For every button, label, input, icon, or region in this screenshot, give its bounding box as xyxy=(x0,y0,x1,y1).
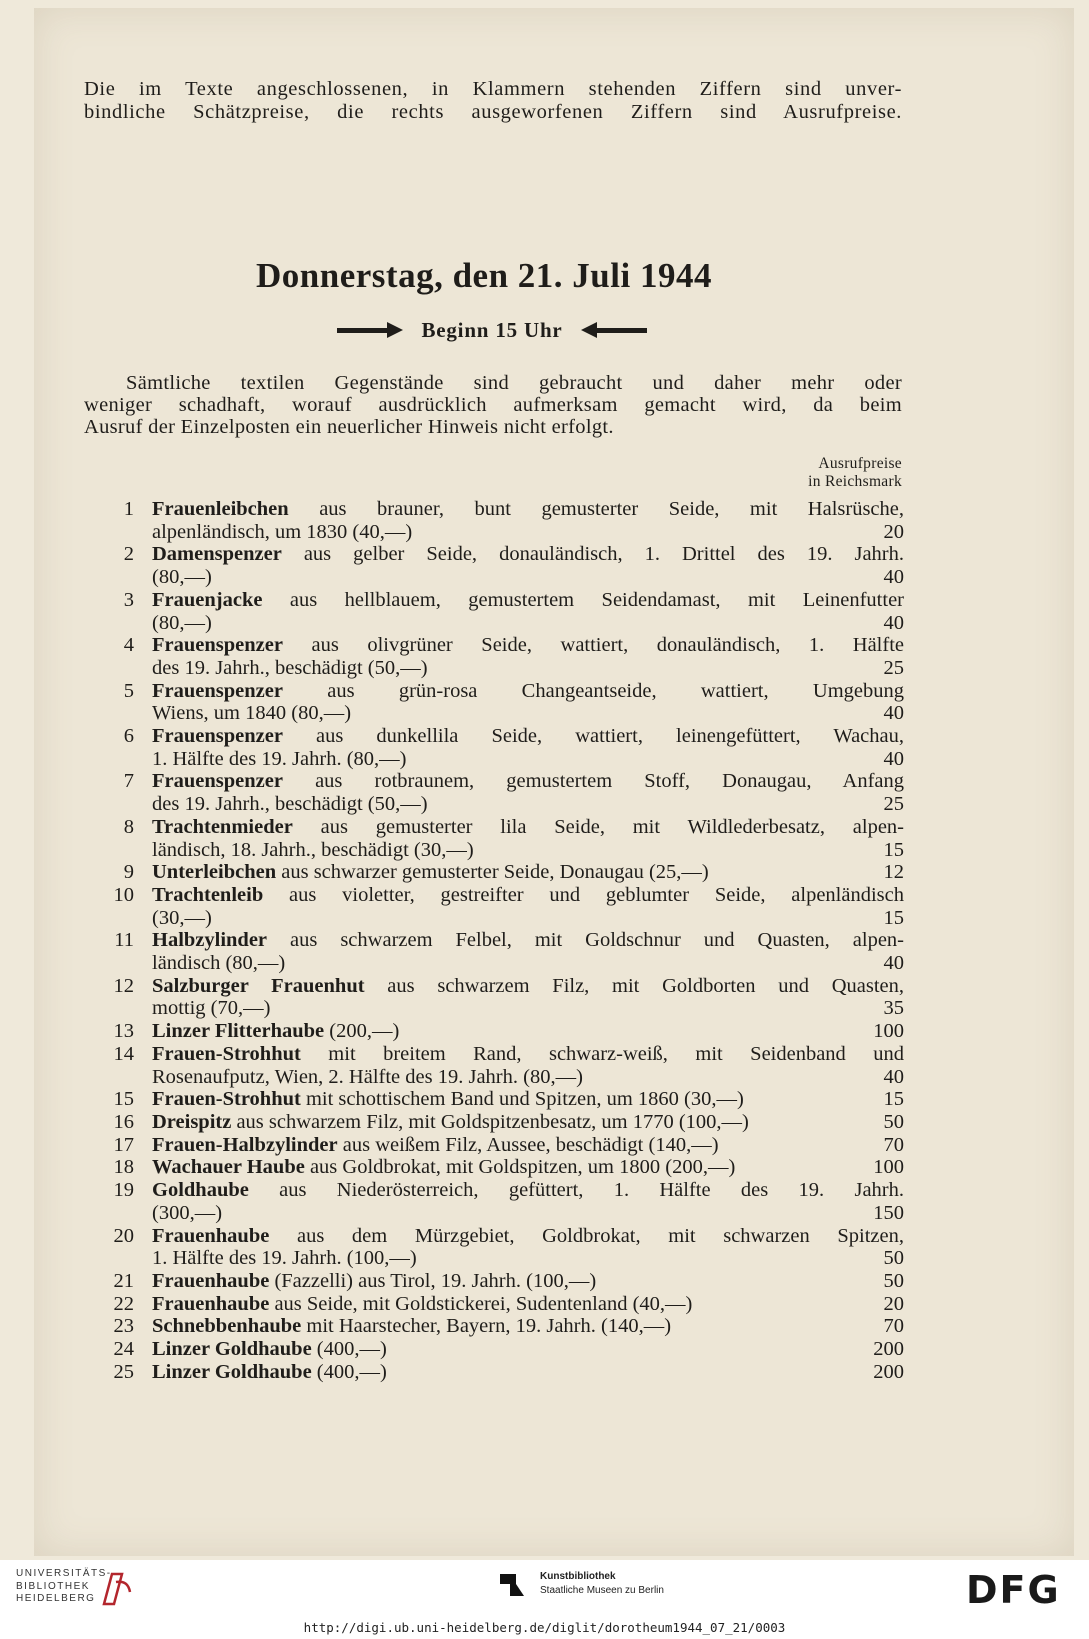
lot-number: 12 xyxy=(113,974,134,997)
lot-details: aus Niederösterreich, gefüttert, 1. Hälfte des 19. Jahrh. xyxy=(279,1179,905,1202)
lot-description xyxy=(152,1361,904,1384)
university-logo-icon xyxy=(98,1570,134,1610)
lot-number: 16 xyxy=(113,1110,134,1133)
lot-description xyxy=(152,498,904,543)
lot-description xyxy=(152,1134,904,1157)
lot-name: Linzer Flitterhaube xyxy=(152,1020,325,1043)
lot-entry xyxy=(94,770,904,815)
lot-description xyxy=(152,816,904,861)
lot-price: 25 xyxy=(883,793,904,816)
lot-details: aus dem Mürzgebiet, Goldbrokat, mit schwarzen Spitzen, xyxy=(296,1224,904,1247)
lot-details-cont: (300,—) xyxy=(152,1201,223,1224)
lot-entry xyxy=(94,1043,904,1088)
uni-line: HEIDELBERG xyxy=(16,1593,96,1604)
lot-description xyxy=(152,1179,904,1224)
kb-name: Kunstbibliothek xyxy=(540,1571,616,1582)
lot-entry xyxy=(94,725,904,770)
lot-price: 35 xyxy=(883,997,904,1020)
lot-number: 15 xyxy=(113,1088,134,1111)
lot-name: Trachtenmieder xyxy=(152,815,293,838)
lot-details: aus grün-rosa Changeantseide, wattiert, Umgebung xyxy=(327,679,904,702)
lot-entry xyxy=(94,1361,904,1384)
kb-subtitle: Staatliche Museen zu Berlin xyxy=(540,1585,664,1596)
lot-number: 8 xyxy=(123,815,134,838)
lot-price: 40 xyxy=(883,702,904,725)
arrow-left-icon xyxy=(581,326,647,334)
lot-price: 50 xyxy=(883,1269,904,1292)
kunstbibliothek-text xyxy=(540,1570,664,1598)
uni-line: UNIVERSITÄTS- xyxy=(16,1568,112,1579)
lot-details-cont: (80,—) xyxy=(152,566,212,589)
notice-line: Sämtliche textilen Gegenstände sind gebraucht und daher mehr oder xyxy=(126,372,902,394)
lot-details-cont: Wiens, um 1840 (80,—) xyxy=(152,702,352,725)
arrow-right-icon xyxy=(337,326,403,334)
lot-entry xyxy=(94,543,904,588)
lot-details: aus gemusterter lila Seide, mit Wildlederbesatz, alpen- xyxy=(320,815,904,838)
catalog-page xyxy=(34,8,1074,1556)
dfg-logo: DFG xyxy=(966,1568,1061,1612)
lot-price: 40 xyxy=(883,1065,904,1088)
lot-description xyxy=(152,680,904,725)
lot-number: 2 xyxy=(123,543,134,566)
lot-details: aus schwarzer gemusterter Seide, Donaugau (25,—) xyxy=(281,861,709,884)
lot-number: 4 xyxy=(123,634,134,657)
lot-number: 21 xyxy=(113,1269,134,1292)
lot-price: 70 xyxy=(883,1133,904,1156)
lot-description xyxy=(152,1020,904,1043)
lot-entry xyxy=(94,1225,904,1270)
lot-entry xyxy=(94,1156,904,1179)
lot-description xyxy=(152,1293,904,1316)
intro-paragraph xyxy=(84,78,902,124)
lot-price: 200 xyxy=(873,1360,904,1383)
lot-details: aus rotbraunem, gemustertem Stoff, Donaugau, Anfang xyxy=(315,770,904,793)
lot-entry xyxy=(94,975,904,1020)
lot-description xyxy=(152,1088,904,1111)
lot-price: 20 xyxy=(883,520,904,543)
price-column-header xyxy=(734,455,902,491)
lot-entry xyxy=(94,680,904,725)
lot-number: 6 xyxy=(123,725,134,748)
notice-line: weniger schadhaft, worauf ausdrücklich aufmerksam gemacht wird, da beim xyxy=(84,394,902,416)
lot-details: aus gelber Seide, donauländisch, 1. Drittel des 19. Jahrh. xyxy=(303,543,905,566)
lot-name: Goldhaube xyxy=(152,1179,249,1202)
lot-details: aus brauner, bunt gemusterter Seide, mit Halsrüsche, xyxy=(319,498,905,520)
lot-entry xyxy=(94,861,904,884)
lot-name: Frauenspenzer xyxy=(152,770,283,793)
lot-description xyxy=(152,770,904,815)
start-time xyxy=(302,316,682,344)
lot-description xyxy=(152,725,904,770)
lot-entry xyxy=(94,1088,904,1111)
lot-number: 5 xyxy=(123,679,134,702)
lot-details: aus Goldbrokat, mit Goldspitzen, um 1800 (200,—) xyxy=(309,1156,736,1179)
lot-entry xyxy=(94,1315,904,1338)
lot-number: 17 xyxy=(113,1133,134,1156)
lot-details-cont: 1. Hälfte des 19. Jahrh. (100,—) xyxy=(152,1247,417,1270)
lot-details: aus schwarzem Filz, mit Goldspitzenbesatz, um 1770 (100,—) xyxy=(236,1110,749,1133)
lot-entry xyxy=(94,1020,904,1043)
lot-name: Frauenhaube xyxy=(152,1224,270,1247)
lot-description xyxy=(152,589,904,634)
lot-entry xyxy=(94,1111,904,1134)
lot-details: mit schottischem Band und Spitzen, um 1860 (30,—) xyxy=(305,1088,744,1111)
lot-entry xyxy=(94,1270,904,1293)
lot-description xyxy=(152,634,904,679)
lot-name: Frauen-Strohhut xyxy=(152,1042,301,1065)
lot-number: 9 xyxy=(123,861,134,884)
lot-entry xyxy=(94,1134,904,1157)
lot-details-cont: 1. Hälfte des 19. Jahrh. (80,—) xyxy=(152,747,407,770)
lot-details: aus olivgrüner Seide, wattiert, donauländisch, 1. Hälfte xyxy=(311,634,905,657)
lot-list xyxy=(94,498,904,1383)
lot-description xyxy=(152,1315,904,1338)
lot-description xyxy=(152,975,904,1020)
lot-details-cont: Rosenaufputz, Wien, 2. Hälfte des 19. Jahrh. (80,—) xyxy=(152,1065,583,1088)
lot-entry xyxy=(94,1179,904,1224)
lot-name: Frauenhaube xyxy=(152,1292,270,1315)
page-title: Donnerstag, den 21. Juli 1944 xyxy=(256,256,712,295)
lot-number: 24 xyxy=(113,1338,134,1361)
lot-price: 70 xyxy=(883,1315,904,1338)
lot-price: 100 xyxy=(873,1020,904,1043)
lot-description xyxy=(152,1338,904,1361)
lot-details-cont: (30,—) xyxy=(152,906,212,929)
lot-entry xyxy=(94,884,904,929)
column-header-line: in Reichsmark xyxy=(808,473,902,490)
notice-line: Ausruf der Einzelposten ein neuerlicher Hinweis nicht erfolgt. xyxy=(84,416,614,438)
start-time-label: Beginn 15 Uhr xyxy=(421,317,563,342)
lot-name: Wachauer Haube xyxy=(152,1156,305,1179)
lot-number: 1 xyxy=(123,498,134,520)
lot-name: Frauenjacke xyxy=(152,588,263,611)
lot-details: aus Seide, mit Goldstickerei, Sudentenland (40,—) xyxy=(274,1292,693,1315)
lot-name: Halbzylinder xyxy=(152,929,268,952)
lot-description xyxy=(152,884,904,929)
lot-entry xyxy=(94,1293,904,1316)
lot-details: aus schwarzem Felbel, mit Goldschnur und Quasten, alpen- xyxy=(290,929,905,952)
lot-number: 22 xyxy=(113,1292,134,1315)
lot-entry xyxy=(94,1338,904,1361)
lot-details-cont: ländisch, 18. Jahrh., beschädigt (30,—) xyxy=(152,838,474,861)
lot-details-cont: alpenländisch, um 1830 (40,—) xyxy=(152,520,413,543)
lot-name: Salzburger Frauenhut xyxy=(152,974,365,997)
intro-line: Die im Texte angeschlossenen, in Klammern stehenden Ziffern sind unver- xyxy=(84,78,902,100)
lot-price: 40 xyxy=(883,952,904,975)
lot-entry xyxy=(94,929,904,974)
lot-name: Frauenspenzer xyxy=(152,634,283,657)
lot-price: 50 xyxy=(883,1247,904,1270)
source-url[interactable]: http://digi.ub.uni-heidelberg.de/diglit/dorotheum1944_07_21/0003 xyxy=(303,1620,786,1635)
lot-name: Frauenleibchen xyxy=(152,498,289,520)
lot-name: Damenspenzer xyxy=(152,543,282,566)
lot-number: 13 xyxy=(113,1020,134,1043)
lot-details-cont: des 19. Jahrh., beschädigt (50,—) xyxy=(152,656,428,679)
lot-details: aus weißem Filz, Aussee, beschädigt (140,—) xyxy=(342,1133,719,1156)
lot-name: Schnebbenhaube xyxy=(152,1315,302,1338)
lot-price: 40 xyxy=(883,611,904,634)
lot-price: 40 xyxy=(883,747,904,770)
notice-paragraph xyxy=(84,372,902,438)
lot-name: Frauenspenzer xyxy=(152,725,283,748)
lot-details-cont: (80,—) xyxy=(152,611,212,634)
lot-name: Frauen-Halbzylinder xyxy=(152,1133,338,1156)
uni-line: BIBLIOTHEK xyxy=(16,1580,90,1592)
lot-price: 40 xyxy=(883,566,904,589)
lot-name: Linzer Goldhaube xyxy=(152,1338,312,1361)
lot-entry xyxy=(94,634,904,679)
intro-line: bindliche Schätzpreise, die rechts ausgeworfenen Ziffern sind Ausrufpreise. xyxy=(84,101,902,123)
lot-details-cont: des 19. Jahrh., beschädigt (50,—) xyxy=(152,793,428,816)
lot-name: Frauenspenzer xyxy=(152,679,283,702)
lot-name: Frauenhaube xyxy=(152,1269,270,1292)
lot-name: Trachtenleib xyxy=(152,883,264,906)
lot-entry xyxy=(94,498,904,543)
lot-description xyxy=(152,1156,904,1179)
lot-number: 3 xyxy=(123,588,134,611)
lot-price: 15 xyxy=(883,838,904,861)
lot-number: 23 xyxy=(113,1315,134,1338)
lot-description xyxy=(152,1111,904,1134)
lot-description xyxy=(152,1270,904,1293)
lot-price: 25 xyxy=(883,656,904,679)
lot-description xyxy=(152,1225,904,1270)
lot-description xyxy=(152,543,904,588)
lot-price: 200 xyxy=(873,1338,904,1361)
lot-details: mit breitem Rand, schwarz-weiß, mit Seidenband und xyxy=(328,1042,905,1065)
lot-details-cont: mottig (70,—) xyxy=(152,997,271,1020)
lot-details: aus dunkellila Seide, wattiert, leinengefüttert, Wachau, xyxy=(316,725,905,748)
lot-price: 15 xyxy=(883,1088,904,1111)
lot-description xyxy=(152,929,904,974)
lot-description xyxy=(152,1043,904,1088)
lot-number: 7 xyxy=(123,770,134,793)
lot-number: 10 xyxy=(113,883,134,906)
lot-details: aus violetter, gestreifter und geblumter Seide, alpenländisch xyxy=(289,883,904,906)
lot-number: 11 xyxy=(114,929,134,952)
lot-name: Linzer Goldhaube xyxy=(152,1360,312,1383)
lot-name: Dreispitz xyxy=(152,1110,232,1133)
lot-details: aus hellblauem, gemustertem Seidendamast, mit Leinenfutter xyxy=(289,588,905,611)
footer xyxy=(0,1560,1089,1639)
lot-details: aus schwarzem Filz, mit Goldborten und Quasten, xyxy=(387,974,904,997)
lot-details: (200,—) xyxy=(329,1020,400,1043)
kunstbibliothek-logo-icon xyxy=(498,1570,526,1600)
lot-number: 25 xyxy=(113,1360,134,1383)
lot-number: 20 xyxy=(113,1224,134,1247)
lot-price: 50 xyxy=(883,1110,904,1133)
lot-price: 150 xyxy=(873,1201,904,1224)
lot-price: 15 xyxy=(883,906,904,929)
lot-name: Unterleibchen xyxy=(152,861,277,884)
lot-details: (Fazzelli) aus Tirol, 19. Jahrh. (100,—) xyxy=(274,1269,597,1292)
lot-price: 12 xyxy=(883,861,904,884)
lot-details-cont: ländisch (80,—) xyxy=(152,952,286,975)
lot-number: 19 xyxy=(113,1179,134,1202)
lot-number: 14 xyxy=(113,1042,134,1065)
lot-description xyxy=(152,861,904,884)
lot-entry xyxy=(94,816,904,861)
column-header-line: Ausrufpreise xyxy=(818,455,902,472)
lot-details: mit Haarstecher, Bayern, 19. Jahrh. (140,—) xyxy=(306,1315,672,1338)
lot-price: 100 xyxy=(873,1156,904,1179)
lot-entry xyxy=(94,589,904,634)
lot-price: 20 xyxy=(883,1292,904,1315)
lot-name: Frauen-Strohhut xyxy=(152,1088,301,1111)
lot-details: (400,—) xyxy=(316,1360,387,1383)
lot-number: 18 xyxy=(113,1156,134,1179)
lot-details: (400,—) xyxy=(316,1338,387,1361)
